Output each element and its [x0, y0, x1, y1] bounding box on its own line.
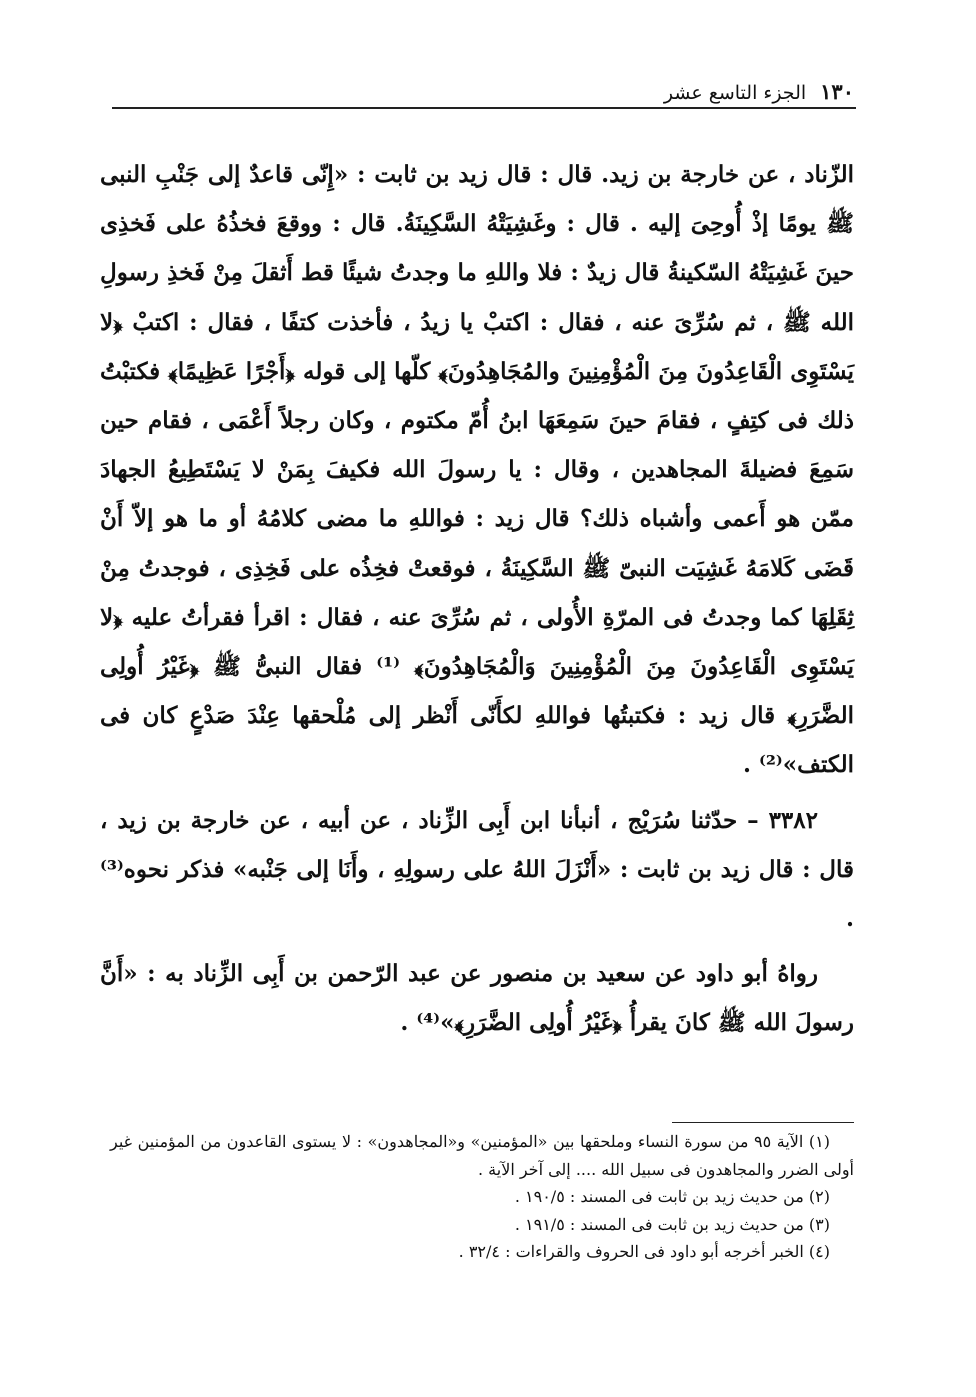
footnote-rule — [672, 1122, 854, 1123]
main-text — [100, 150, 854, 1048]
footnote-1: (١) الآية ٩٥ من سورة النساء وملحقها بين «المؤمنين» و«المجاهدون» : لا يستوى القاعدون من المؤمنين غير أولى الضرر والمجاهدون فى سبيل الله .... إلى آخر الآية . — [110, 1132, 854, 1179]
paragraph-abu-dawud-note: رواهُ أبو داود عن سعيد بن منصور عن عبد الرّحمن بن أَبِى الزِّناد به : «أَنَّ رسولَ الله ﷺ كانَ يقرأُ ﴿غَيْرُ أُولِى الضَّرَرِ﴾»⁽⁴⁾ . — [100, 960, 854, 1037]
paragraph-hadith-continuation: الزّناد ، عن خارجة بن زيد. قال : قال زيد بن ثابت : «إِنّى قاعدٌ إلى جَنْبِ النبى ﷺ يومًا إذْ أُوحِىَ إليه . قال : وغَشِيَتْهُ السَّكِينَةُ. قال : ووقعَ فخذُهُ على فَخذِى حينَ غَشِيَتْهُ السّكينةُ قال زيدٌ : فلا واللهِ ما وجدتُ شيئًا قط أَثقلَ مِنْ فَخذِ رسولِ الله ﷺ ، ثم سُرِّىَ عنه ، فقال : اكتبْ يا زيدُ ، فأخذت كتفًا ، فقال : اكتبْ ﴿لا يَسْتَوِى الْقَاعِدُونَ مِنَ الْمُؤْمِنِينَ والمُجَاهِدُونَ﴾ كلّها إلى قوله ﴿أَجْرًا عَظِيمًا﴾ فكتبْتُ ذلك فى كتِفٍ ، فقامَ حينَ سَمِعَهَا ابنُ أُمّ مكتوم ، وكان رجلاً أَعْمَى ، فقام حين سَمِعَ فضيلةَ المجاهدين ، وقال : يا رسولَ الله فكيفَ بِمَنْ لا يَسْتَطِيعُ الجهادَ ممّن هو أَعمى وأشباه ذلك؟ قال زيد : فواللهِ ما مضى كلامُهُ أو ما هو إلاّ أَنْ قَضَى كَلامَهُ غَشِيَت النبىّ ﷺ السَّكِينَةُ ، فوقعتْ فخِذُه على فَخِذِى ، فوجدتُ مِنْ ثِقَلِهَا كما وجدتُ فى المرّةِ الأُولى ، ثم سُرِّىَ عنه ، فقال : اقرأ فقرأتُ عليه ﴿لا يَسْتَوِى الْقَاعِدُونَ مِنَ الْمُؤْمِنِينَ وَالْمُجَاهِدُونَ﴾ ⁽¹⁾ فقال النبىُّ ﷺ ﴿غَيْرُ أُولِى الضَّرَرِ﴾ قال زيد : فكتبتُها فواللهِ لكأَنّى أَنْظر إلى مُلْحقها عِنْدَ صَدْعٍ كان فى الكتف»⁽²⁾ . — [100, 161, 854, 779]
footnote-4: (٤) الخبر أخرجه أبو داود فى الحروف والقراءات : ٣٢/٤ . — [458, 1242, 830, 1261]
part-title: الجزء التاسع عشر — [663, 82, 807, 104]
paragraph-hadith-3382: ٣٣٨٢ – حدّثنا سُرَيْج ، أنبأنا ابن أَبِى الزِّناد ، عن أبيه ، عن خارجة بن زيد ، قال : قال زيد بن ثابت : «أَنْزَلَ اللهُ على رسولِهِ ، وأَنَا إلى جَنْبه» فذكر نحوه⁽³⁾ . — [100, 806, 854, 933]
page-number: ١٣٠ — [820, 79, 854, 104]
footnotes — [110, 1128, 854, 1266]
footnote-3: (٣) من حديث زيد بن ثابت فى المسند : ١٩١/٥ . — [514, 1214, 830, 1234]
header-rule — [112, 107, 856, 109]
running-head — [122, 70, 854, 104]
footnote-2: (٢) من حديث زيد بن ثابت فى المسند : ١٩٠/٥ . — [514, 1187, 830, 1206]
